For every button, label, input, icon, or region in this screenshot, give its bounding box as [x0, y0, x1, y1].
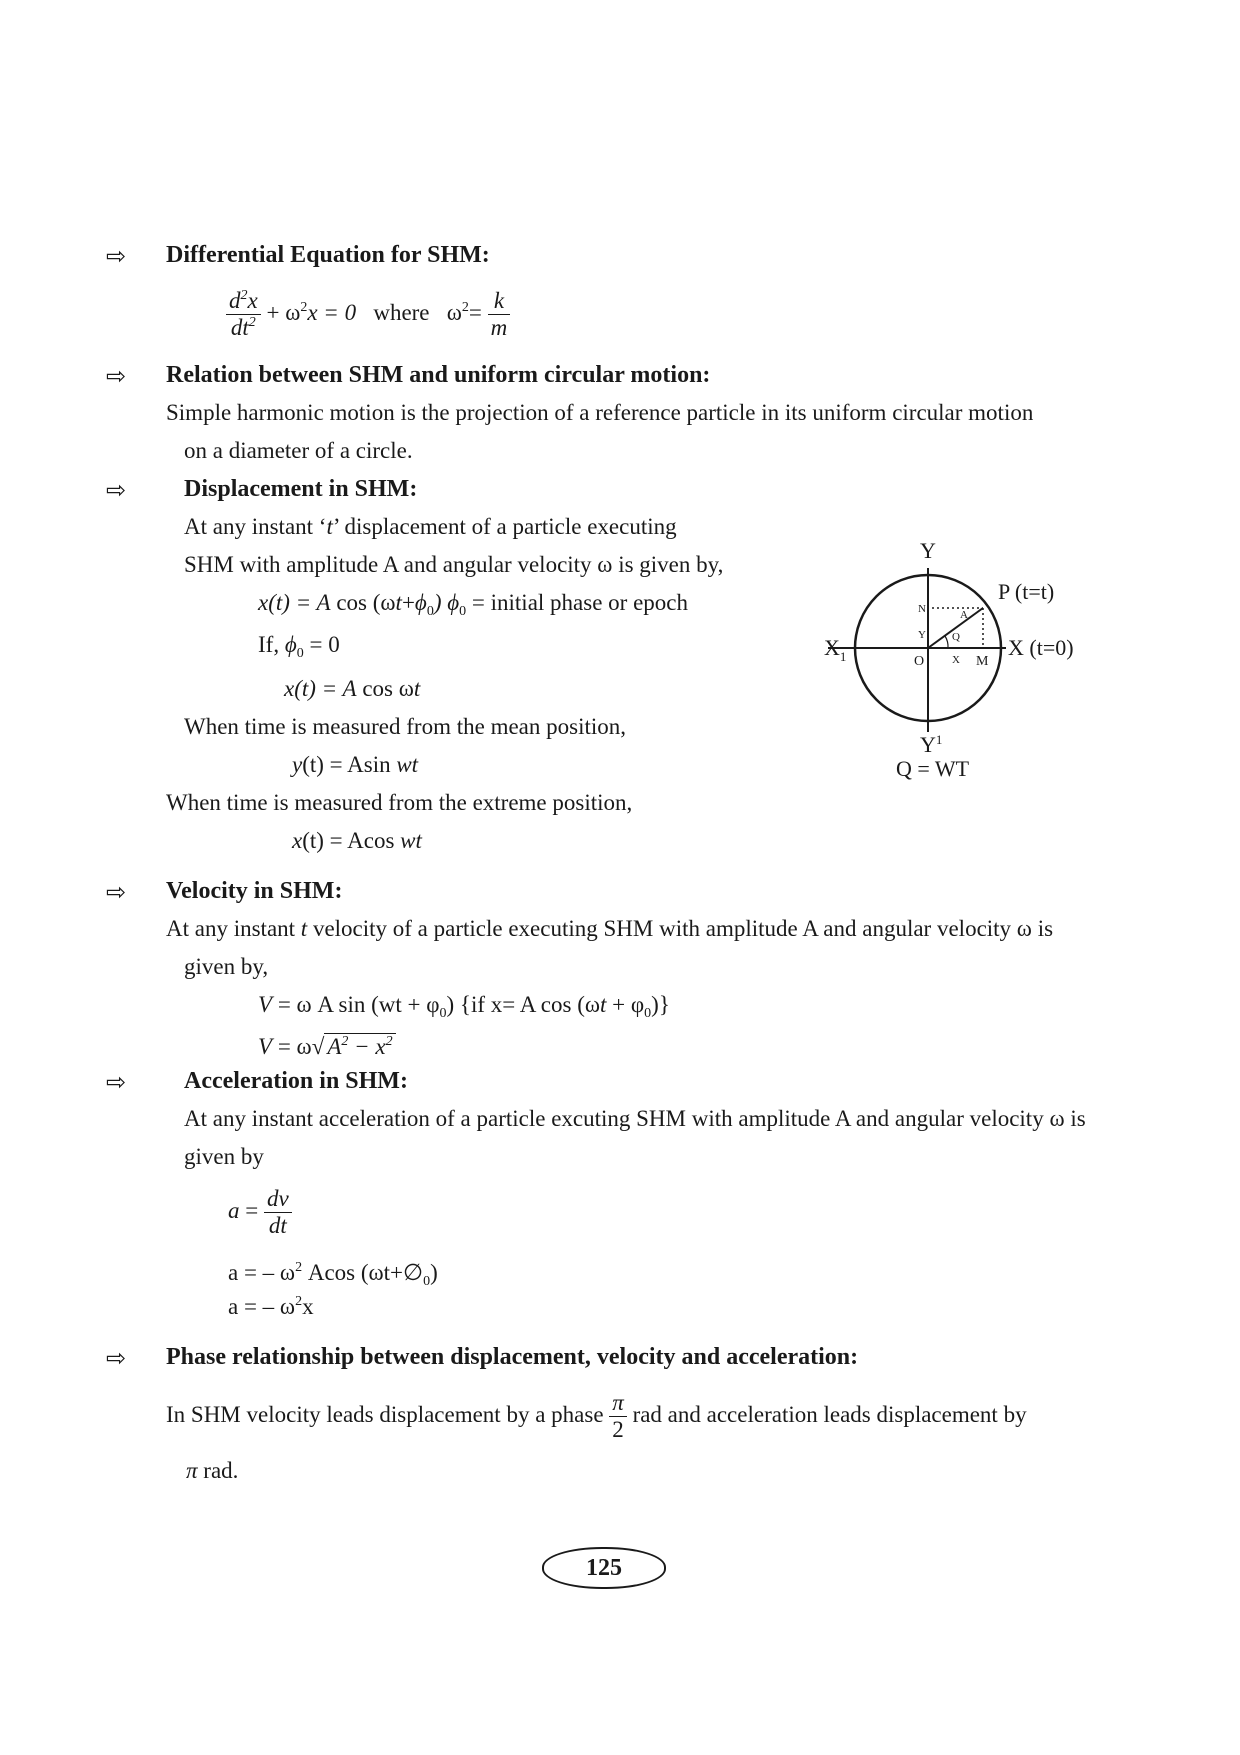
- bullet-arrow-icon: ⇨: [106, 1344, 127, 1372]
- d2x-dt2-fraction: $\frac{d^2x}{dt^2}$: [226, 288, 261, 342]
- relation-text-line-2: on a diameter of a circle.: [184, 438, 413, 463]
- label-y: Y: [920, 538, 936, 563]
- bullet-arrow-icon: ⇨: [106, 476, 127, 504]
- page-number: 125: [542, 1547, 666, 1589]
- section-heading-differential-equation: Differential Equation for SHM:: [166, 242, 490, 268]
- velocity-text-line-2: given by,: [184, 954, 269, 979]
- phase-text-line-2: π rad.: [186, 1458, 239, 1483]
- section-heading-velocity: Velocity in SHM:: [166, 878, 343, 904]
- section-heading-acceleration: Acceleration in SHM:: [184, 1068, 408, 1094]
- label-y-small: Y: [918, 629, 926, 641]
- acceleration-text-line-1: At any instant acceleration of a particle excuting SHM with amplitude A and angular velocity ω is: [184, 1106, 1086, 1131]
- bullet-arrow-icon: ⇨: [106, 878, 127, 906]
- phase-text-line-1: In SHM velocity leads displacement by a phase $\frac{\pi}{2}$ rad and acceleration leads displacement by: [166, 1390, 1027, 1443]
- bullet-arrow-icon: ⇨: [106, 362, 127, 390]
- displacement-equation-general: x(t) = A $\cos (\omega t+\phi_0) \phi_0$ = initial phase or epoch: [258, 590, 688, 619]
- label-n: N: [918, 603, 926, 615]
- velocity-equation-2: V = ω√ $A^2 - x^2$: [258, 1034, 396, 1060]
- label-x-small: X: [952, 654, 960, 666]
- bullet-arrow-icon: ⇨: [106, 1068, 127, 1096]
- bullet-arrow-icon: ⇨: [106, 242, 127, 270]
- displacement-text-line-2: SHM with amplitude A and angular velocity ω is given by,: [184, 552, 724, 577]
- section-heading-relation: Relation between SHM and uniform circular motion:: [166, 362, 711, 388]
- label-y1: $Y^1$: [920, 732, 943, 757]
- k-over-m-fraction: $\frac{k}{m}$: [488, 288, 511, 342]
- diagram-caption: Q = WT: [896, 756, 970, 781]
- section-heading-displacement: Displacement in SHM:: [184, 476, 418, 502]
- label-x-t0: X (t=0): [1008, 635, 1074, 660]
- label-o: O: [914, 654, 925, 669]
- label-x1: $X_1$: [824, 635, 847, 664]
- displacement-equation-cos: x(t) = A cos ωt: [284, 676, 421, 701]
- dv-dt-fraction: $\frac{dv}{dt}$: [264, 1186, 292, 1240]
- label-q: Q: [952, 631, 960, 643]
- differential-equation: $\frac{d^2x}{dt^2}$ + $\omega^2x = 0$ where $\omega^2=$ $\frac{k}{m}$: [226, 288, 510, 342]
- acceleration-text-line-2: given by: [184, 1144, 264, 1169]
- if-phi-zero: If, $\phi_0 = 0$: [258, 632, 340, 661]
- displacement-text-line-1: At any instant ‘t’ displacement of a particle executing: [184, 514, 677, 539]
- acceleration-equation-3: a = – $\omega^2x$: [228, 1294, 314, 1319]
- reference-circle-diagram: [800, 530, 1110, 790]
- displacement-equation-extreme: x(t) = Acos wt: [292, 828, 422, 853]
- label-a: A: [960, 609, 968, 621]
- acceleration-equation-1: a = $\frac{dv}{dt}$: [228, 1186, 292, 1240]
- pi-over-2-fraction: $\frac{\pi}{2}$: [609, 1390, 627, 1444]
- section-heading-phase: Phase relationship between displacement, velocity and acceleration:: [166, 1344, 859, 1370]
- label-m: M: [976, 654, 989, 669]
- extreme-position-text: When time is measured from the extreme position,: [166, 790, 633, 815]
- velocity-equation-1: V = ω A $\sin (wt + \varphi_0)$ {if x= A $\cos (\omega t + \varphi_0)$}: [258, 992, 670, 1021]
- relation-text-line-1: Simple harmonic motion is the projection of a reference particle in its uniform circular motion: [166, 400, 1034, 425]
- displacement-equation-sin: y(t) = Asin wt: [292, 752, 419, 777]
- mean-position-text: When time is measured from the mean position,: [184, 714, 626, 739]
- velocity-text-line-1: At any instant t velocity of a particle executing SHM with amplitude A and angular velocity ω is: [166, 916, 1054, 941]
- angle-arc: [945, 636, 948, 648]
- acceleration-equation-2: a = – $\omega^2$ Acos $(\omega t+\emptyset_0)$: [228, 1260, 438, 1289]
- label-p: P (t=t): [998, 579, 1055, 604]
